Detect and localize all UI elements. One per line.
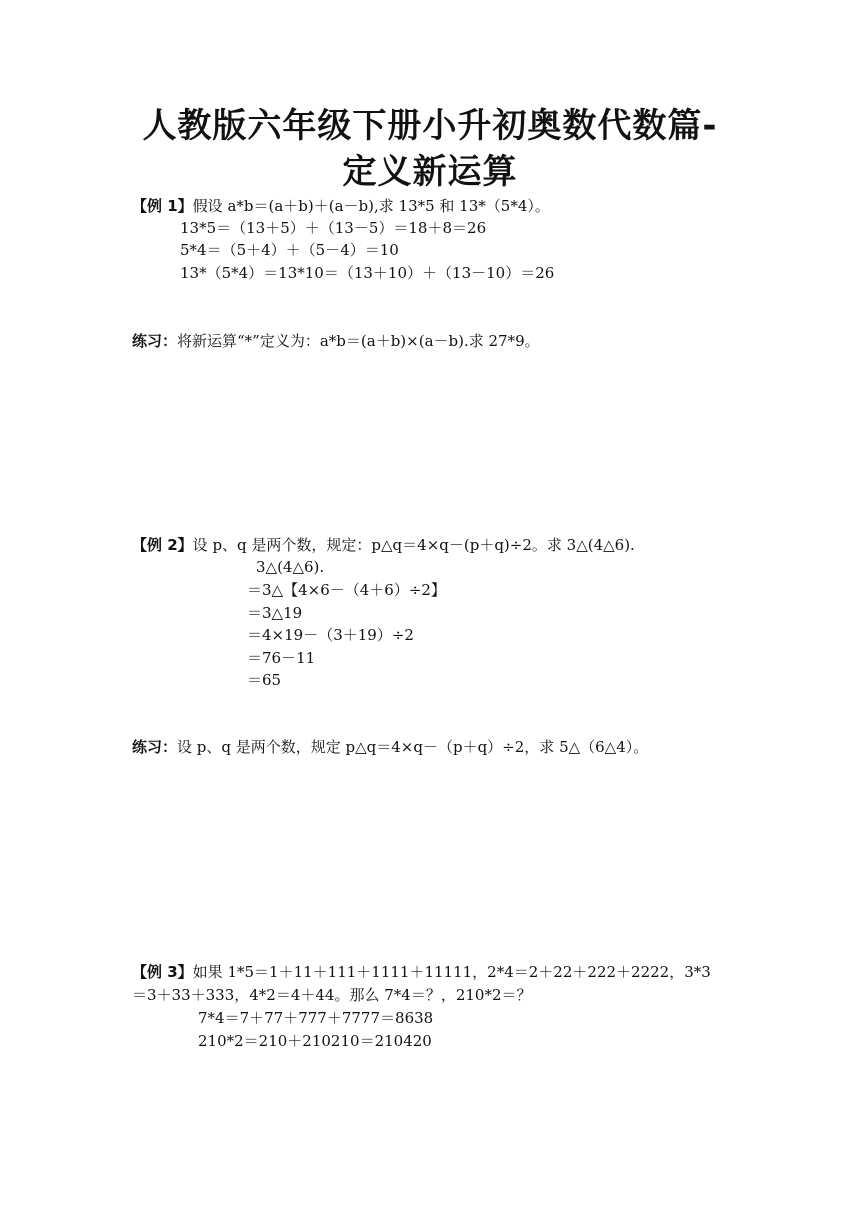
practice-1-question: 将新运算“*”定义为：a*b＝(a＋b)×(a－b).求 27*9。 (177, 332, 540, 350)
example-3-question-line-2: ＝3＋33＋333，4*2＝4＋44。那么 7*4＝？，210*2＝？ (132, 986, 532, 1004)
example-1-heading (132, 196, 550, 216)
example-1-step: 13*（5*4）＝13*10＝（13＋10）＋（13－10）＝26 (180, 264, 555, 282)
example-1-step: 13*5＝（13＋5）＋（13－5）＝18＋8＝26 (180, 219, 487, 237)
example-3-step: 7*4＝7＋77＋777＋7777＝8638 (198, 1009, 434, 1027)
page-title-line-1: 人教版六年级下册小升初奥数代数篇- (142, 106, 718, 146)
example-1-question: 假设 a*b＝(a＋b)＋(a－b),求 13*5 和 13*（5*4）。 (192, 197, 550, 215)
example-2-step: ＝65 (247, 671, 282, 689)
page-title-line-2: 定义新运算 (342, 152, 518, 192)
example-2-step: ＝3△19 (247, 604, 303, 622)
example-1-step: 5*4＝（5＋4）＋（5－4）＝10 (180, 241, 399, 259)
example-2-step: ＝3△【4×6－（4＋6）÷2】 (247, 581, 446, 599)
practice-1-label: 练习： (132, 332, 178, 350)
example-2-heading (132, 535, 635, 555)
example-2-question: 设 p、q 是两个数，规定：p△q＝4×q－(p＋q)÷2。求 3△(4△6). (192, 536, 635, 554)
example-3-step: 210*2＝210＋210210＝210420 (198, 1032, 432, 1050)
example-2-step: 3△(4△6). (256, 558, 325, 576)
practice-1 (132, 331, 540, 351)
example-2-step: ＝4×19－（3＋19）÷2 (247, 626, 414, 644)
example-3-question-line-1: 如果 1*5＝1＋11＋111＋1111＋11111，2*4＝2＋22＋222＋2222，3*3 (192, 963, 711, 981)
example-2-step: ＝76－11 (247, 649, 316, 667)
example-3-label: 【例 3】 (132, 963, 193, 981)
practice-2 (132, 737, 648, 757)
example-2-label: 【例 2】 (132, 536, 193, 554)
practice-2-question: 设 p、q 是两个数，规定 p△q＝4×q－（p＋q）÷2，求 5△（6△4）。 (177, 738, 649, 756)
example-3-heading (132, 962, 711, 982)
practice-2-label: 练习： (132, 738, 178, 756)
example-1-label: 【例 1】 (132, 197, 193, 215)
